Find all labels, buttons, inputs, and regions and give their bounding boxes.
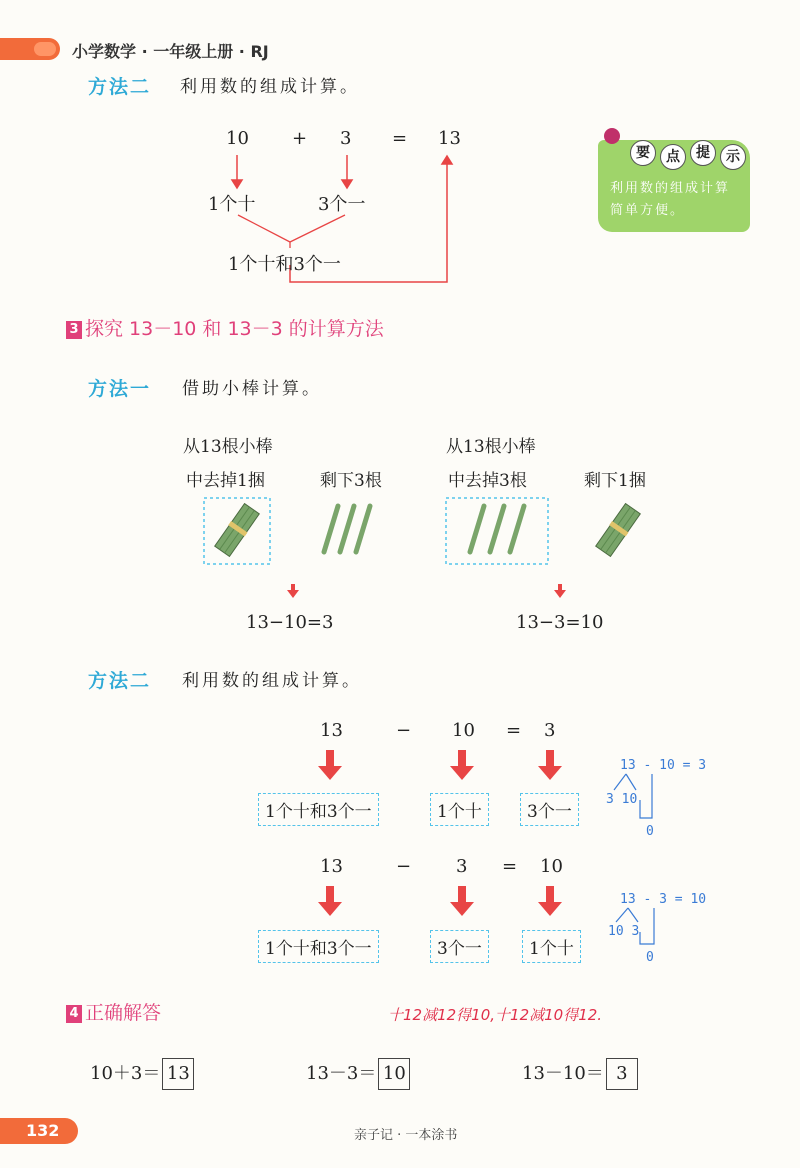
note2-zero: 0 [646,950,654,965]
problem-1-expr: 10＋3＝ [90,1063,161,1084]
problem-2-expr: 13－3＝ [306,1063,377,1084]
eq2-box-3: 1个十 [522,930,581,963]
eq2-minuend: 13 [320,856,343,877]
tip-char-1: 要 [630,140,656,166]
eq-term-2: 3 [340,128,352,149]
right-line-1: 从13根小棒 [446,437,536,457]
section-4-number: 4 [66,1005,82,1023]
method-two-desc: 利用数的组成计算。 [180,77,360,97]
section-4-note: 十12减12得10,十12减10得12. [388,1006,603,1024]
method-two-label: 方法二 [88,76,152,98]
note1-eq: 13 - 10 = 3 [620,758,707,773]
eq-term-1: 10 [226,128,249,149]
problem-3-expr: 13－10＝ [522,1063,604,1084]
section-4-heading [66,998,161,1025]
note1-zero: 0 [646,824,654,839]
section-3-title: 探究 13－10 和 13－3 的计算方法 [85,318,384,340]
note2-lines [600,904,680,954]
tip-title [610,138,750,170]
left-result: 13−10=3 [246,612,334,633]
down-arrows [287,584,566,598]
eq-result: 13 [438,128,461,149]
note1-lines [600,770,680,830]
problem-2 [306,1058,410,1090]
eq2-difference: 10 [540,856,563,877]
left-line-2: 中去掉1捆 [186,471,265,491]
eq2-box-2: 3个一 [430,930,489,963]
part-tens: 1个十 [208,194,256,215]
problem-1 [90,1058,194,1090]
method-one-label: 方法一 [88,378,152,400]
note2-split: 10 3 [608,924,640,939]
stick-icons-right [470,506,524,552]
right-line-2: 中去掉3根 [448,471,527,491]
eq2-minus: − [396,856,412,877]
section-4-title: 正确解答 [85,1002,162,1024]
combined-parts: 1个十和3个一 [228,254,341,275]
eq1-difference: 3 [544,720,556,741]
tip-char-2: 点 [660,144,686,170]
eq-op-2: = [392,128,408,149]
bundle-icon-left [214,503,260,557]
problem-3-answer[interactable]: 3 [606,1058,638,1090]
eq1-minuend: 13 [320,720,343,741]
eq1-box-2: 1个十 [430,793,489,826]
pushpin-icon [604,128,620,144]
part-ones: 3个一 [318,194,366,215]
method-two-bottom-label: 方法二 [88,670,152,692]
problem-1-answer[interactable]: 13 [162,1058,194,1090]
left-line-1: 从13根小棒 [183,437,273,457]
bundle-icon-right [595,503,641,557]
eq1-box-1: 1个十和3个一 [258,793,379,826]
eq1-box-3: 3个一 [520,793,579,826]
book-title: 小学数学 · 一年级上册 · RJ [72,42,269,61]
page-number: 132 [26,1121,60,1140]
section-3-number: 3 [66,321,82,339]
tip-char-4: 示 [720,144,746,170]
tip-char-3: 提 [690,140,716,166]
right-remain: 剩下1捆 [584,471,646,491]
problem-2-answer[interactable]: 10 [378,1058,410,1090]
section-3-heading [66,314,384,341]
footer-text: 亲子记 · 一本涂书 [354,1128,458,1143]
right-result: 13−3=10 [516,612,604,633]
method-one-desc: 借助小棒计算。 [182,379,322,399]
tip-text: 利用数的组成计算简单方便。 [610,181,731,218]
note1-split: 3 10 [606,792,638,807]
left-remain: 剩下3根 [320,471,382,491]
eq2-subtrahend: 3 [456,856,468,877]
sticks-illustration [0,490,800,620]
eq1-minus: − [396,720,412,741]
eq-op-1: + [292,128,308,149]
stick-icons-left [324,506,370,552]
eq1-subtrahend: 10 [452,720,475,741]
eq1-equals: = [506,720,522,741]
note2-eq: 13 - 3 = 10 [620,892,707,907]
eq2-box-1: 1个十和3个一 [258,930,379,963]
problem-3 [522,1058,638,1090]
tip-box [598,140,750,232]
eq2-equals: = [502,856,518,877]
method-two-bottom-desc: 利用数的组成计算。 [182,671,362,691]
